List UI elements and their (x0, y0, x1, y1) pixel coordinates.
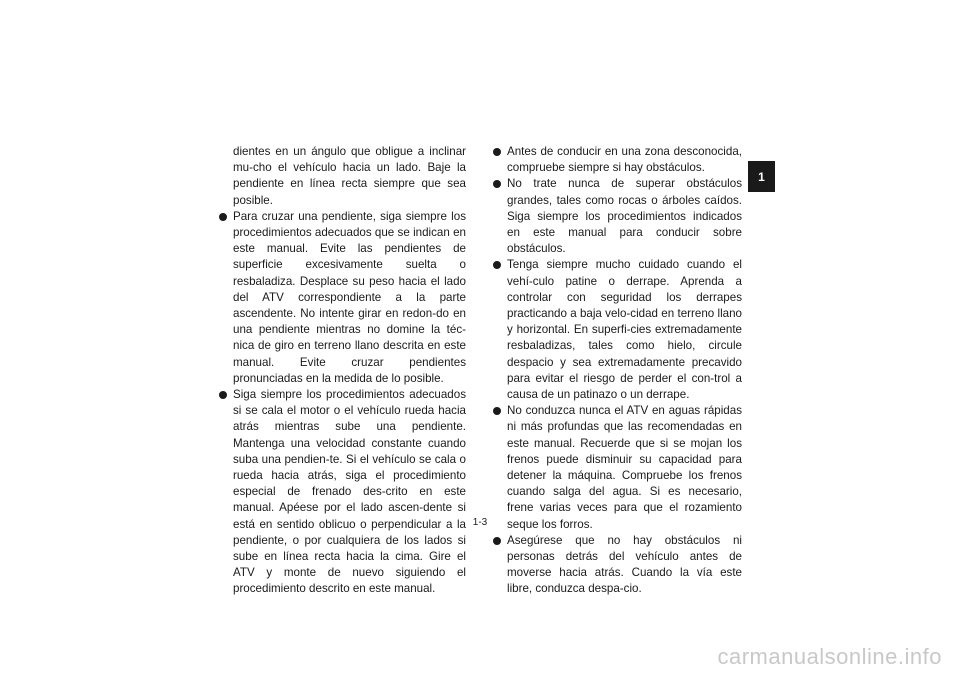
bullet-text: No conduzca nunca el ATV en aguas rápidas ni más profundas que las recomendadas en este manual. Recuerde que si se mojan los frenos puede disminuir su capacidad para detener la máquina. Compruebe los frenos cuando salga del agua. Si es necesario, frene varias veces para que el rozamiento seque los forros. (507, 404, 742, 531)
bullet-item (492, 403, 742, 533)
bullet-item (492, 533, 742, 598)
right-column (492, 144, 742, 598)
bullet-item (218, 209, 466, 387)
bullet-dot-icon (219, 213, 227, 221)
bullet-dot-icon (493, 407, 501, 415)
bullet-dot-icon (493, 148, 501, 156)
bullet-item (492, 257, 742, 403)
chapter-tab: 1 (748, 161, 775, 192)
bullet-text: Antes de conducir en una zona desconocida, compruebe siempre si hay obstáculos. (507, 145, 742, 175)
bullet-item (492, 144, 742, 176)
bullet-dot-icon (493, 180, 501, 188)
bullet-item (218, 387, 466, 598)
bullet-text: Siga siempre los procedimientos adecuados si se cala el motor o el vehículo rueda hacia atrás mientras sube una pendiente. Mantenga una velocidad constante cuando suba una pendien-te. Si el vehículo se cala o rueda hacia atrás, siga el procedimiento especial de frenado des-crito en este manual. Apéese por el lado ascen-dente si está en sentido oblicuo o perpendicular a la pendiente, o por cualquiera de los lados si sube en línea recta hacia la cima. Gire el ATV y monte de nuevo siguiendo el procedimiento descrito en este manual. (233, 388, 466, 596)
bullet-text: Tenga siempre mucho cuidado cuando el vehí-culo patine o derrape. Aprenda a controlar con seguridad los derrapes practicando a baja velo-cidad en terreno llano y horizontal. En superfi-cies extremadamente resbaladizas, tales como hielo, circule despacio y sea extremadamente precavido para evitar el riesgo de perder el con-trol a causa de un patinazo o un derrape. (507, 258, 742, 402)
page-number: 1-3 (472, 517, 488, 528)
watermark: carmanualsonline.info (717, 644, 942, 669)
bullet-text: No trate nunca de superar obstáculos grandes, tales como rocas o árboles caídos. Siga siempre los procedimientos indicados en este manual para conducir sobre obstáculos. (507, 177, 742, 256)
bullet-text: Para cruzar una pendiente, siga siempre los procedimientos adecuados que se indican en este manual. Evite las pendientes de superficie excesivamente suelta o resbaladiza. Desplace su peso hacia el lado del ATV correspondiente a la parte ascendente. No intente girar en redon-do en una pendiente mientras no domine la téc-nica de giro en terreno llano descrita en este manual. Evite cruzar pendientes pronunciadas en la medida de lo posible. (233, 209, 466, 385)
bullet-dot-icon (219, 391, 227, 399)
bullet-dot-icon (493, 537, 501, 545)
left-column (218, 144, 466, 598)
continuation-paragraph: dientes en un ángulo que obligue a inclinar mu-cho el vehículo hacia un lado. Baje la pendiente en línea recta siempre que sea posible. (233, 145, 466, 207)
bullet-dot-icon (493, 261, 501, 269)
bullet-item (492, 176, 742, 257)
bullet-text: Asegúrese que no hay obstáculos ni personas detrás del vehículo antes de moverse hacia atrás. Cuando la vía este libre, conduzca despa-cio. (507, 533, 742, 596)
